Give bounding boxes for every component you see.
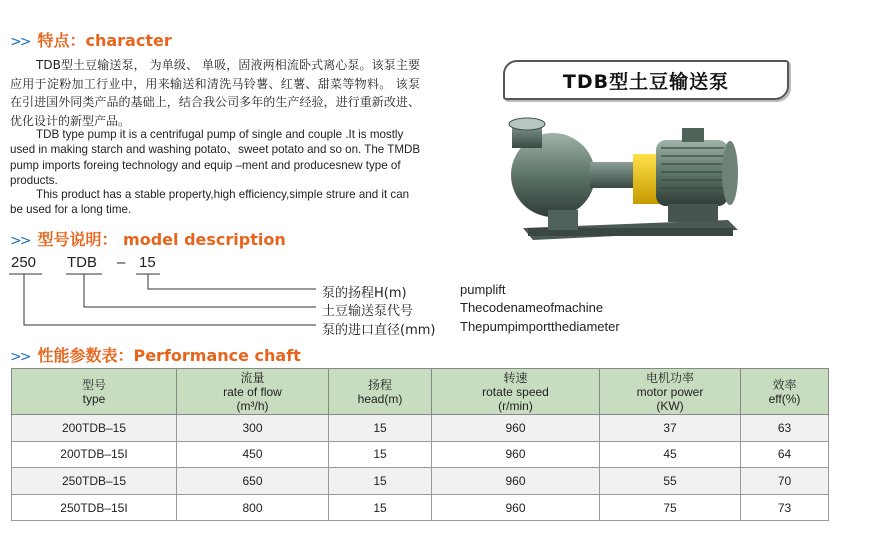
table-row bbox=[12, 441, 829, 468]
cell-eff: 63 bbox=[741, 415, 829, 442]
cell-eff: 70 bbox=[741, 468, 829, 495]
character-en-paragraph: TDB type pump it is a centrifugal pump of single and couple .It is mostly used in making starch and washing potato、sweet potato and so on. The TMDB pump imports foreing technology and equip –ment and producesnew type of products. bbox=[10, 128, 421, 187]
header-type: 型号 type bbox=[12, 369, 177, 415]
section-title: 性能参数表：Performance chaft bbox=[37, 346, 301, 365]
cell-flow: 800 bbox=[177, 494, 329, 521]
header-power: 电机功率 motor power (KW) bbox=[600, 369, 741, 415]
table-row bbox=[12, 468, 829, 495]
cell-flow: 650 bbox=[177, 468, 329, 495]
code-head: 15 bbox=[139, 254, 156, 271]
cell-speed: 960 bbox=[432, 468, 600, 495]
code-diameter: 250 bbox=[11, 254, 37, 271]
header-speed: 转速 rotate speed (r/min) bbox=[432, 369, 600, 415]
header-flow: 流量 rate of flow (m³/h) bbox=[177, 369, 329, 415]
cell-eff: 64 bbox=[741, 441, 829, 468]
cell-eff: 73 bbox=[741, 494, 829, 521]
header-eff: 效率 eff(%) bbox=[741, 369, 829, 415]
double-chevron-icon: >> bbox=[10, 233, 30, 249]
cell-flow: 300 bbox=[177, 415, 329, 442]
desc-diameter-en: Thepumpimportthediameter bbox=[460, 319, 620, 334]
code-name: TDB bbox=[67, 254, 97, 271]
header-head: 扬程 head(m) bbox=[329, 369, 432, 415]
section-performance-heading bbox=[10, 343, 301, 366]
cell-type: 250TDB–15I bbox=[12, 494, 177, 521]
table-header-row bbox=[12, 369, 829, 415]
section-title: 特点：character bbox=[37, 31, 172, 50]
character-en-paragraph-2: This product has a stable property,high efficiency,simple strure and it can be used for a long time. bbox=[10, 188, 410, 217]
cell-speed: 960 bbox=[432, 494, 600, 521]
cell-power: 75 bbox=[600, 494, 741, 521]
cell-flow: 450 bbox=[177, 441, 329, 468]
character-cn-paragraph: TDB型土豆输送泵， 为单级、 单吸，固液两相流卧式离心泵。该泵主要应用于淀粉加工行业中，用来输送和清洗马铃薯、红薯、甜菜等物料。 该泵在引进国外同类产品的基础上，结合我公司多年的生产经验，进行重新改进、优化设计的新型产品。 bbox=[10, 58, 420, 128]
performance-table bbox=[11, 368, 829, 521]
section-title: 型号说明： model description bbox=[37, 230, 286, 249]
desc-head-en: pumplift bbox=[460, 282, 506, 297]
desc-head-cn: 泵的扬程H(m) bbox=[322, 286, 407, 301]
cell-type: 200TDB–15I bbox=[12, 441, 177, 468]
cell-head: 15 bbox=[329, 468, 432, 495]
cell-head: 15 bbox=[329, 415, 432, 442]
desc-diameter-cn: 泵的进口直径(mm) bbox=[322, 323, 436, 338]
cell-power: 45 bbox=[600, 441, 741, 468]
table-row bbox=[12, 415, 829, 442]
cell-power: 37 bbox=[600, 415, 741, 442]
desc-code-cn: 土豆输送泵代号 bbox=[322, 304, 414, 319]
cell-type: 250TDB–15 bbox=[12, 468, 177, 495]
cell-type: 200TDB–15 bbox=[12, 415, 177, 442]
product-title: TDB型土豆输送泵 bbox=[503, 60, 789, 100]
desc-code-en: Thecodenameofmachine bbox=[460, 300, 604, 315]
cell-head: 15 bbox=[329, 441, 432, 468]
cell-speed: 960 bbox=[432, 441, 600, 468]
code-dash: – bbox=[117, 254, 126, 271]
table-row bbox=[12, 494, 829, 521]
cell-power: 55 bbox=[600, 468, 741, 495]
double-chevron-icon: >> bbox=[10, 349, 30, 365]
double-chevron-icon: >> bbox=[10, 34, 30, 50]
cell-head: 15 bbox=[329, 494, 432, 521]
cell-speed: 960 bbox=[432, 415, 600, 442]
